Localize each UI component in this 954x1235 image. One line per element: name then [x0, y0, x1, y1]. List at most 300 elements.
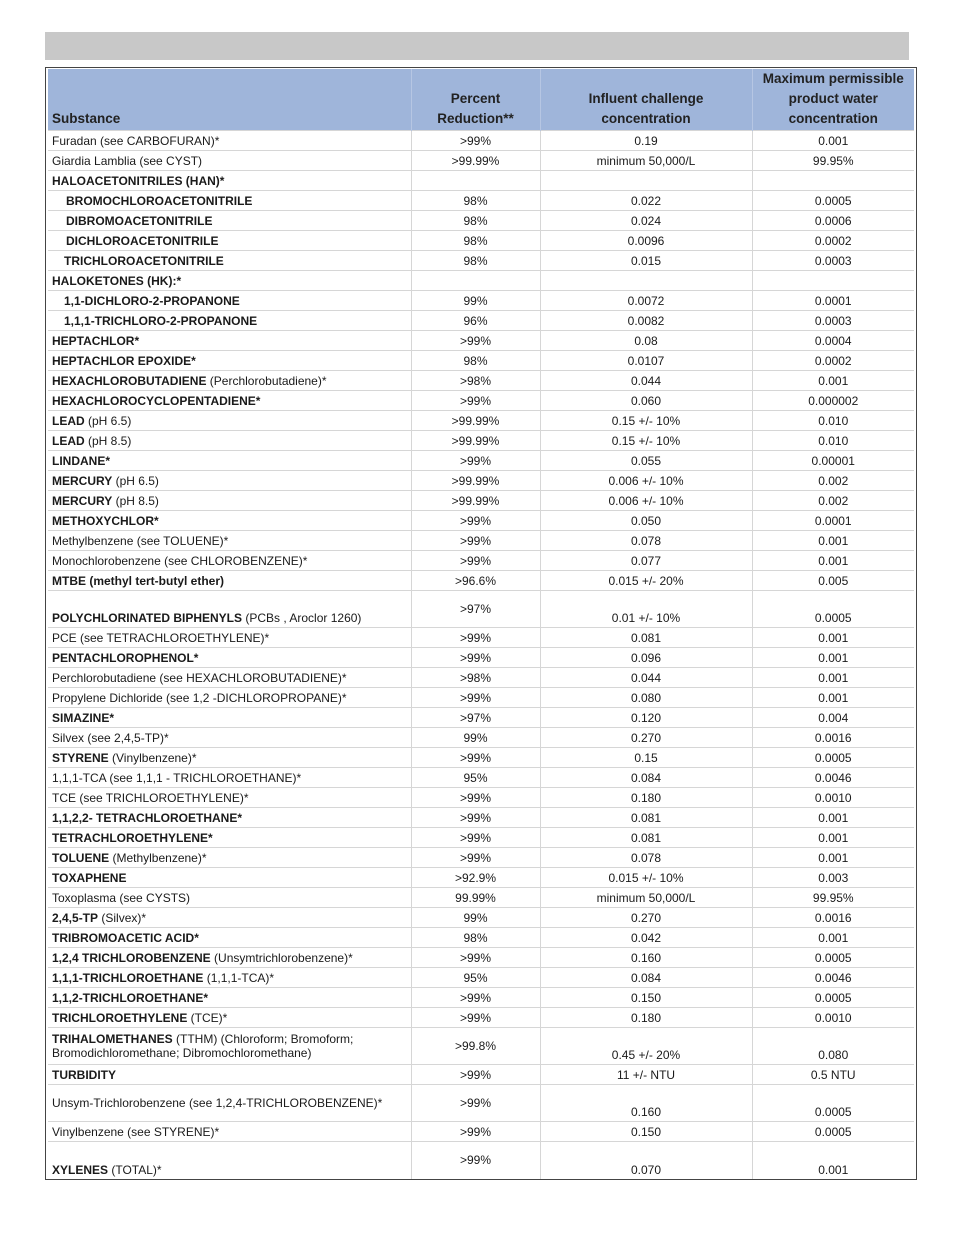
- substance-name-bold: TOXAPHENE: [52, 870, 127, 885]
- substance-cell: [48, 571, 411, 591]
- percent-reduction-cell: >99%: [411, 131, 540, 151]
- percent-reduction-cell: 99%: [411, 291, 540, 311]
- max-permissible-cell: 0.001: [752, 551, 914, 571]
- substance-name-bold: MERCURY: [52, 473, 113, 488]
- percent-reduction-cell: >99%: [411, 688, 540, 708]
- table-row: [48, 1028, 914, 1065]
- percent-reduction-cell: >98%: [411, 371, 540, 391]
- substance-name-bold: HALOACETONITRILES (HAN)*: [52, 173, 225, 188]
- percent-reduction-cell: >99%: [411, 1008, 540, 1028]
- substance-cell: [48, 708, 411, 728]
- substance-cell: [48, 648, 411, 668]
- substance-name-bold: HEXACHLOROCYCLOPENTADIENE*: [52, 393, 261, 408]
- substance-name-bold: STYRENE: [52, 750, 109, 765]
- substance-name-detail: (TOTAL)*: [108, 1162, 162, 1177]
- substance-name-detail: Perchlorobutadiene (see HEXACHLOROBUTADIENE)*: [52, 670, 347, 685]
- max-permissible-cell: 0.0046: [752, 968, 914, 988]
- max-permissible-cell: 0.0006: [752, 211, 914, 231]
- influent-cell: 0.081: [540, 808, 752, 828]
- table-body: [48, 131, 914, 1179]
- substance-name-bold: TRIBROMOACETIC ACID*: [52, 930, 199, 945]
- influent-cell: 0.0072: [540, 291, 752, 311]
- percent-reduction-cell: 98%: [411, 351, 540, 371]
- max-permissible-cell: 0.002: [752, 471, 914, 491]
- percent-reduction-cell: 95%: [411, 768, 540, 788]
- substance-cell: [48, 511, 411, 531]
- max-permissible-cell: 0.001: [752, 928, 914, 948]
- table-row: [48, 808, 914, 828]
- substance-cell: [48, 391, 411, 411]
- influent-cell: 0.150: [540, 1122, 752, 1142]
- substance-cell: [48, 748, 411, 768]
- substance-name-bold: TRICHLOROETHYLENE: [52, 1010, 188, 1025]
- percent-reduction-cell: 98%: [411, 231, 540, 251]
- substance-name-bold: TURBIDITY: [52, 1067, 116, 1082]
- percent-reduction-cell: >99%: [411, 391, 540, 411]
- substance-cell: [48, 331, 411, 351]
- table-row: [48, 391, 914, 411]
- table-row: [48, 688, 914, 708]
- substance-name-detail: (Unsymtrichlorobenzene)*: [210, 950, 353, 965]
- max-permissible-cell: 0.001: [752, 828, 914, 848]
- percent-reduction-cell: >97%: [411, 708, 540, 728]
- max-permissible-cell: 99.95%: [752, 151, 914, 171]
- table-row: [48, 311, 914, 331]
- max-permissible-cell: 0.080: [752, 1028, 914, 1065]
- substance-name-detail: Vinylbenzene (see STYRENE)*: [52, 1124, 220, 1139]
- influent-cell: 0.078: [540, 531, 752, 551]
- max-permissible-cell: [752, 171, 914, 191]
- substance-name-detail: (pH 8.5): [112, 493, 159, 508]
- max-permissible-cell: 0.0005: [752, 1085, 914, 1122]
- influent-cell: 0.015 +/- 20%: [540, 571, 752, 591]
- percent-reduction-cell: >97%: [411, 591, 540, 628]
- max-permissible-cell: 0.00001: [752, 451, 914, 471]
- table-row: [48, 171, 914, 191]
- max-permissible-cell: 0.0016: [752, 908, 914, 928]
- substance-name-detail: (Vinylbenzene)*: [108, 750, 197, 765]
- substance-name-detail: Furadan (see CARBOFURAN)*: [52, 133, 220, 148]
- substance-cell: [48, 131, 411, 151]
- table-row: [48, 1065, 914, 1085]
- influent-cell: 0.120: [540, 708, 752, 728]
- table-row: [48, 948, 914, 968]
- percent-reduction-cell: >99%: [411, 788, 540, 808]
- influent-cell: 0.024: [540, 211, 752, 231]
- substance-name-bold: XYLENES: [52, 1162, 109, 1177]
- influent-cell: 0.042: [540, 928, 752, 948]
- table-row: [48, 888, 914, 908]
- percent-reduction-cell: >99%: [411, 331, 540, 351]
- substance-name-detail: (1,1,1-TCA)*: [203, 970, 275, 985]
- max-permissible-cell: 0.010: [752, 431, 914, 451]
- substance-name-bold: POLYCHLORINATED BIPHENYLS: [52, 611, 243, 625]
- influent-cell: 0.08: [540, 331, 752, 351]
- table-row: [48, 728, 914, 748]
- influent-cell: 0.006 +/- 10%: [540, 471, 752, 491]
- influent-cell: 0.078: [540, 848, 752, 868]
- substance-name-detail: (TCE)*: [187, 1010, 228, 1025]
- table-row: [48, 1142, 914, 1179]
- max-permissible-cell: 0.000002: [752, 391, 914, 411]
- max-permissible-cell: 0.001: [752, 371, 914, 391]
- substance-cell: [48, 551, 411, 571]
- max-permissible-cell: 0.005: [752, 571, 914, 591]
- max-permissible-cell: 0.001: [752, 688, 914, 708]
- table-row: [48, 271, 914, 291]
- substance-name-bold: SIMAZINE*: [52, 710, 115, 725]
- substance-name-detail: (pH 6.5): [112, 473, 159, 488]
- percent-reduction-cell: [411, 271, 540, 291]
- substance-name-detail: (Methylbenzene)*: [109, 850, 207, 865]
- substance-name-bold: TETRACHLOROETHYLENE*: [52, 830, 213, 845]
- table-row: [48, 291, 914, 311]
- substance-cell: [48, 688, 411, 708]
- substance-cell: [48, 628, 411, 648]
- percent-reduction-cell: >99%: [411, 628, 540, 648]
- influent-cell: 0.0082: [540, 311, 752, 331]
- header-influent: Influent challenge concentration: [540, 69, 752, 131]
- substance-name-detail: Monochlorobenzene (see CHLOROBENZENE)*: [52, 553, 308, 568]
- table-row: [48, 788, 914, 808]
- max-permissible-cell: 0.0001: [752, 291, 914, 311]
- percent-reduction-cell: 96%: [411, 311, 540, 331]
- percent-reduction-cell: 98%: [411, 928, 540, 948]
- substance-name-bold: PENTACHLOROPHENOL*: [52, 650, 199, 665]
- percent-reduction-cell: >99%: [411, 828, 540, 848]
- max-permissible-cell: 0.0003: [752, 311, 914, 331]
- max-permissible-cell: 0.0003: [752, 251, 914, 271]
- influent-cell: minimum 50,000/L: [540, 888, 752, 908]
- table-row: [48, 768, 914, 788]
- table-row: [48, 868, 914, 888]
- influent-cell: 0.15: [540, 748, 752, 768]
- substance-name-bold: TOLUENE: [52, 850, 110, 865]
- percent-reduction-cell: >99%: [411, 551, 540, 571]
- substance-table-frame: [45, 67, 917, 1180]
- influent-cell: 0.080: [540, 688, 752, 708]
- substance-cell: [48, 251, 411, 271]
- percent-reduction-cell: >99%: [411, 1065, 540, 1085]
- max-permissible-cell: 0.0005: [752, 1122, 914, 1142]
- substance-name-detail: PCE (see TETRACHLOROETHYLENE)*: [52, 630, 270, 645]
- substance-cell: [48, 1028, 411, 1065]
- substance-name-detail: (pH 8.5): [84, 433, 132, 448]
- percent-reduction-cell: >99.8%: [411, 1028, 540, 1065]
- substance-name-detail: Propylene Dichloride (see 1,2 -DICHLOROPROPANE)*: [52, 690, 347, 705]
- substance-cell: [48, 291, 411, 311]
- substance-cell: [48, 311, 411, 331]
- substance-cell: [48, 948, 411, 968]
- max-permissible-cell: 0.5 NTU: [752, 1065, 914, 1085]
- max-permissible-cell: 0.0005: [752, 591, 914, 628]
- influent-cell: 0.084: [540, 768, 752, 788]
- substance-name-bold: HEXACHLOROBUTADIENE: [52, 373, 207, 388]
- percent-reduction-cell: >99.99%: [411, 151, 540, 171]
- substance-name-bold: DICHLOROACETONITRILE: [66, 233, 219, 248]
- max-permissible-cell: 0.001: [752, 1142, 914, 1179]
- max-permissible-cell: 0.0005: [752, 191, 914, 211]
- table-row: [48, 708, 914, 728]
- max-permissible-cell: 0.0001: [752, 511, 914, 531]
- substance-name-detail: Methylbenzene (see TOLUENE)*: [52, 533, 229, 548]
- substance-cell: [48, 728, 411, 748]
- table-row: [48, 551, 914, 571]
- substance-cell: [48, 471, 411, 491]
- percent-reduction-cell: >99%: [411, 1085, 540, 1122]
- percent-reduction-cell: >99%: [411, 848, 540, 868]
- max-permissible-cell: 0.0005: [752, 988, 914, 1008]
- substance-cell: [48, 151, 411, 171]
- max-permissible-cell: 0.0004: [752, 331, 914, 351]
- substance-name-bold: TRICHLOROACETONITRILE: [64, 253, 224, 268]
- header-percent-reduction: Percent Reduction**: [411, 69, 540, 131]
- table-row: [48, 331, 914, 351]
- substance-cell: [48, 888, 411, 908]
- percent-reduction-cell: 99%: [411, 908, 540, 928]
- substance-cell: [48, 411, 411, 431]
- table-row: [48, 531, 914, 551]
- percent-reduction-cell: 95%: [411, 968, 540, 988]
- substance-name-bold: HALOKETONES (HK):*: [52, 273, 182, 288]
- substance-cell: [48, 768, 411, 788]
- influent-cell: 0.180: [540, 788, 752, 808]
- influent-cell: 0.0107: [540, 351, 752, 371]
- substance-cell: [48, 231, 411, 251]
- influent-cell: 0.060: [540, 391, 752, 411]
- percent-reduction-cell: 98%: [411, 191, 540, 211]
- table-row: [48, 828, 914, 848]
- influent-cell: 0.270: [540, 728, 752, 748]
- percent-reduction-cell: >99%: [411, 808, 540, 828]
- substance-name-bold: TRIHALOMETHANES: [52, 1032, 173, 1046]
- percent-reduction-cell: >99.99%: [411, 411, 540, 431]
- percent-reduction-cell: 99%: [411, 728, 540, 748]
- table-row: [48, 748, 914, 768]
- table-row: [48, 848, 914, 868]
- max-permissible-cell: [752, 271, 914, 291]
- substance-cell: [48, 271, 411, 291]
- substance-cell: [48, 351, 411, 371]
- influent-cell: 0.015: [540, 251, 752, 271]
- table-row: [48, 251, 914, 271]
- percent-reduction-cell: >99%: [411, 1122, 540, 1142]
- substance-name-bold: 2,4,5-TP: [52, 910, 99, 925]
- influent-cell: 11 +/- NTU: [540, 1065, 752, 1085]
- influent-cell: 0.084: [540, 968, 752, 988]
- table-row: [48, 591, 914, 628]
- influent-cell: [540, 171, 752, 191]
- influent-cell: 0.150: [540, 988, 752, 1008]
- influent-cell: 0.022: [540, 191, 752, 211]
- substance-name-detail: (pH 6.5): [84, 413, 132, 428]
- influent-cell: 0.160: [540, 1085, 752, 1122]
- substance-cell: [48, 1122, 411, 1142]
- percent-reduction-cell: >92.9%: [411, 868, 540, 888]
- max-permissible-cell: 0.001: [752, 628, 914, 648]
- influent-cell: 0.45 +/- 20%: [540, 1028, 752, 1065]
- percent-reduction-cell: >99%: [411, 531, 540, 551]
- table-row: [48, 511, 914, 531]
- percent-reduction-cell: >99.99%: [411, 491, 540, 511]
- table-row: [48, 131, 914, 151]
- influent-cell: 0.0096: [540, 231, 752, 251]
- table-row: [48, 491, 914, 511]
- table-header-row: [48, 69, 914, 131]
- percent-reduction-cell: >99%: [411, 1142, 540, 1179]
- max-permissible-cell: 0.0005: [752, 948, 914, 968]
- influent-cell: minimum 50,000/L: [540, 151, 752, 171]
- influent-cell: 0.081: [540, 628, 752, 648]
- substance-name-bold: MERCURY: [52, 493, 113, 508]
- influent-cell: 0.006 +/- 10%: [540, 491, 752, 511]
- influent-cell: [540, 271, 752, 291]
- substance-name-detail: Silvex (see 2,4,5-TP)*: [52, 730, 169, 745]
- max-permissible-cell: 0.001: [752, 848, 914, 868]
- max-permissible-cell: 0.001: [752, 668, 914, 688]
- influent-cell: 0.160: [540, 948, 752, 968]
- percent-reduction-cell: >99.99%: [411, 431, 540, 451]
- substance-cell: [48, 531, 411, 551]
- percent-reduction-cell: >99%: [411, 511, 540, 531]
- percent-reduction-cell: 98%: [411, 211, 540, 231]
- substance-name-bold: DIBROMOACETONITRILE: [66, 213, 213, 228]
- max-permissible-cell: 0.010: [752, 411, 914, 431]
- table-row: [48, 968, 914, 988]
- table-row: [48, 1085, 914, 1122]
- substance-cell: [48, 431, 411, 451]
- influent-cell: 0.044: [540, 371, 752, 391]
- table-row: [48, 908, 914, 928]
- substance-cell: [48, 591, 411, 628]
- substance-cell: [48, 808, 411, 828]
- substance-name-bold: 1,1-DICHLORO-2-PROPANONE: [64, 293, 240, 308]
- influent-cell: 0.15 +/- 10%: [540, 411, 752, 431]
- substance-cell: [48, 928, 411, 948]
- table-row: [48, 211, 914, 231]
- table-row: [48, 431, 914, 451]
- percent-reduction-cell: 99.99%: [411, 888, 540, 908]
- substance-name-bold: HEPTACHLOR EPOXIDE*: [52, 353, 196, 368]
- substance-cell: [48, 908, 411, 928]
- max-permissible-cell: 0.001: [752, 648, 914, 668]
- substance-name-bold: 1,1,2-TRICHLOROETHANE*: [52, 990, 209, 1005]
- max-permissible-cell: 0.0016: [752, 728, 914, 748]
- substance-name-bold: 1,1,2,2- TETRACHLOROETHANE*: [52, 810, 243, 825]
- percent-reduction-cell: >98%: [411, 668, 540, 688]
- percent-reduction-cell: >99%: [411, 988, 540, 1008]
- substance-cell: [48, 451, 411, 471]
- table-row: [48, 668, 914, 688]
- substance-name-detail: Unsym-Trichlorobenzene (see 1,2,4-TRICHLOROBENZENE)*: [52, 1096, 383, 1110]
- influent-cell: 0.050: [540, 511, 752, 531]
- influent-cell: 0.015 +/- 10%: [540, 868, 752, 888]
- substance-cell: [48, 848, 411, 868]
- percent-reduction-cell: >99.99%: [411, 471, 540, 491]
- influent-cell: 0.270: [540, 908, 752, 928]
- influent-cell: 0.055: [540, 451, 752, 471]
- table-row: [48, 231, 914, 251]
- percent-reduction-cell: >99%: [411, 748, 540, 768]
- substance-name-detail: (PCBs , Aroclor 1260): [242, 611, 362, 625]
- header-substance: Substance: [48, 69, 411, 131]
- table-row: [48, 928, 914, 948]
- substance-name-bold: BROMOCHLOROACETONITRILE: [66, 193, 253, 208]
- table-row: [48, 451, 914, 471]
- percent-reduction-cell: >96.6%: [411, 571, 540, 591]
- substance-cell: [48, 171, 411, 191]
- table-row: [48, 151, 914, 171]
- max-permissible-cell: 0.0005: [752, 748, 914, 768]
- substance-cell: [48, 1065, 411, 1085]
- substance-name-bold: HEPTACHLOR*: [52, 333, 140, 348]
- max-permissible-cell: 0.0010: [752, 1008, 914, 1028]
- percent-reduction-cell: [411, 171, 540, 191]
- substance-cell: [48, 371, 411, 391]
- max-permissible-cell: 0.001: [752, 131, 914, 151]
- substance-name-bold: LEAD: [52, 413, 85, 428]
- table-row: [48, 191, 914, 211]
- max-permissible-cell: 0.002: [752, 491, 914, 511]
- substance-cell: [48, 191, 411, 211]
- substance-name-detail: 1,1,1-TCA (see 1,1,1 - TRICHLOROETHANE)*: [52, 770, 302, 785]
- max-permissible-cell: 0.0002: [752, 231, 914, 251]
- substance-cell: [48, 1008, 411, 1028]
- substance-name-detail: (Perchlorobutadiene)*: [206, 373, 327, 388]
- substance-name-bold: LINDANE*: [52, 453, 111, 468]
- substance-name-detail: Toxoplasma (see CYSTS): [52, 890, 191, 905]
- substance-name-detail: (Silvex)*: [98, 910, 147, 925]
- influent-cell: 0.077: [540, 551, 752, 571]
- max-permissible-cell: 0.0002: [752, 351, 914, 371]
- percent-reduction-cell: >99%: [411, 948, 540, 968]
- table-row: [48, 628, 914, 648]
- substance-cell: [48, 788, 411, 808]
- max-permissible-cell: 0.0010: [752, 788, 914, 808]
- table-row: [48, 351, 914, 371]
- table-row: [48, 1122, 914, 1142]
- influent-cell: 0.180: [540, 1008, 752, 1028]
- substance-name-bold: 1,1,1-TRICHLOROETHANE: [52, 970, 204, 985]
- influent-cell: 0.081: [540, 828, 752, 848]
- substance-cell: [48, 211, 411, 231]
- substance-cell: [48, 828, 411, 848]
- substance-name-bold: MTBE (methyl tert-butyl ether): [52, 573, 225, 588]
- substance-name-detail: Giardia Lamblia (see CYST): [52, 153, 203, 168]
- max-permissible-cell: 0.0046: [752, 768, 914, 788]
- max-permissible-cell: 0.001: [752, 531, 914, 551]
- max-permissible-cell: 0.004: [752, 708, 914, 728]
- percent-reduction-cell: 98%: [411, 251, 540, 271]
- influent-cell: 0.15 +/- 10%: [540, 431, 752, 451]
- influent-cell: 0.19: [540, 131, 752, 151]
- percent-reduction-cell: >99%: [411, 648, 540, 668]
- table-row: [48, 571, 914, 591]
- table-row: [48, 371, 914, 391]
- substance-cell: [48, 491, 411, 511]
- substance-reduction-table: [48, 69, 914, 1179]
- substance-cell: [48, 1085, 411, 1122]
- substance-cell: [48, 668, 411, 688]
- substance-cell: [48, 1142, 411, 1179]
- substance-name-bold: LEAD: [52, 433, 85, 448]
- influent-cell: 0.01 +/- 10%: [540, 591, 752, 628]
- table-row: [48, 411, 914, 431]
- substance-cell: [48, 968, 411, 988]
- header-max-permissible: Maximum permissible product water concentration: [752, 69, 914, 131]
- substance-name-detail: (TTHM) (Chloroform; Bromoform; Bromodichloromethane; Dibromochloromethane): [52, 1032, 354, 1060]
- table-row: [48, 471, 914, 491]
